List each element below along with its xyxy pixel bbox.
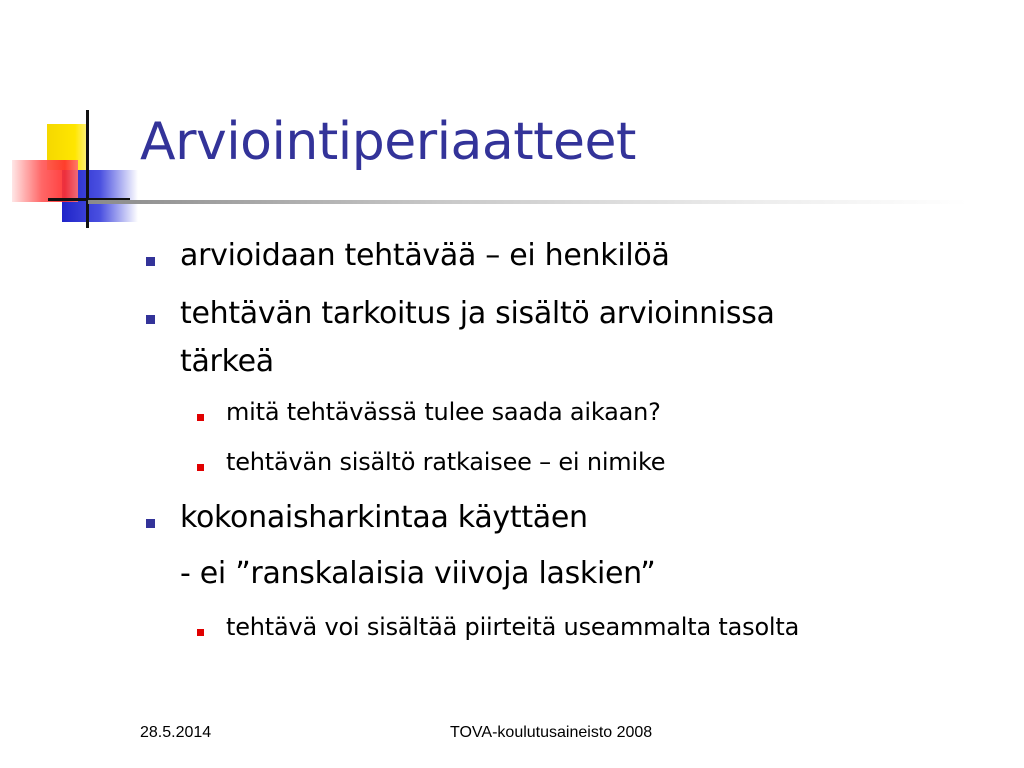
- sub-bullet-item-2: tehtävän sisältö ratkaisee – ei nimike: [226, 448, 666, 476]
- bullet-marker-level2: [197, 629, 204, 636]
- bullet-continuation-line: - ei ”ranskalaisia viivoja laskien”: [180, 556, 656, 591]
- bullet-item-2-line1: tehtävän tarkoitus ja sisältö arvioinnissa: [180, 296, 775, 331]
- sub-bullet-item-1: mitä tehtävässä tulee saada aikaan?: [226, 398, 661, 426]
- bullet-marker-level2: [197, 464, 204, 471]
- sub-bullet-item-3: tehtävä voi sisältää piirteitä useammalta tasolta: [226, 613, 800, 641]
- bullet-marker-level1: [146, 257, 155, 266]
- bullet-marker-level1: [146, 315, 155, 324]
- slide-title: Arviointiperiaatteet: [140, 112, 636, 172]
- bullet-item-3: kokonaisharkintaa käyttäen: [180, 500, 588, 535]
- bullet-marker-level2: [197, 414, 204, 421]
- bullet-item-2-line2: tärkeä: [180, 344, 274, 379]
- bullet-marker-level1: [146, 519, 155, 528]
- footer-date: 28.5.2014: [140, 724, 212, 741]
- bullet-item-1: arvioidaan tehtävää – ei henkilöä: [180, 238, 670, 273]
- footer-source: TOVA-koulutusaineisto 2008: [450, 724, 653, 741]
